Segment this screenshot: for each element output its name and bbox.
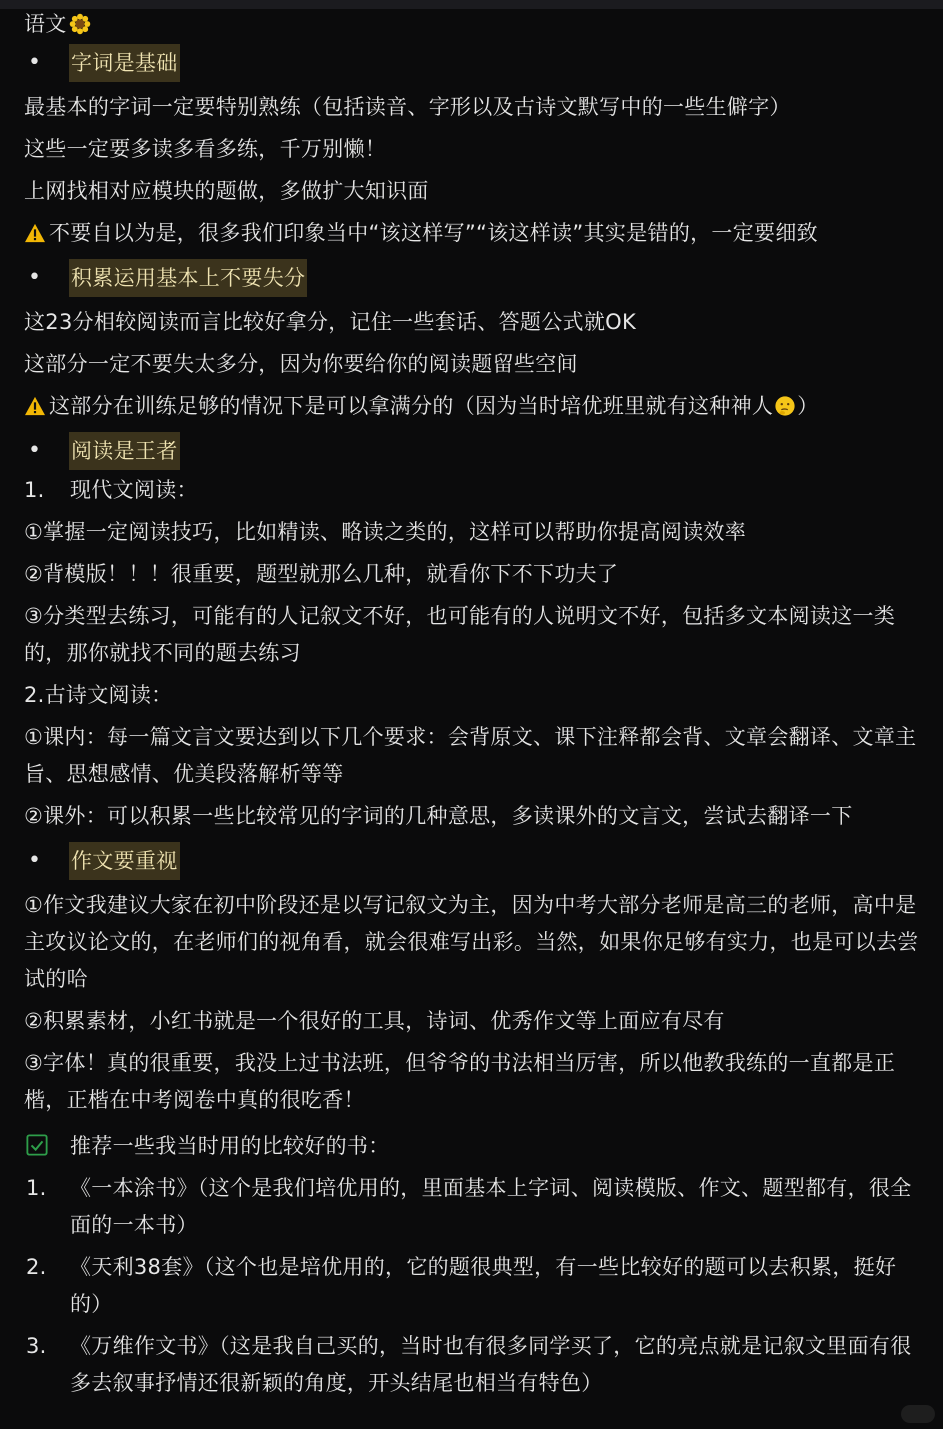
- section-heading-text: 积累运用基本上不要失分: [69, 259, 307, 297]
- sub-heading-classical-reading: 2.古诗文阅读：: [24, 683, 173, 707]
- paragraph: ②背模版！！！很重要，题型就那么几种，就看你下不下功夫了: [24, 562, 619, 586]
- paragraph: 这部分一定不要失太多分，因为你要给你的阅读题留些空间: [24, 352, 578, 376]
- page-title: [24, 6, 928, 42]
- bullet: •: [28, 438, 42, 463]
- warning-paragraph: [24, 215, 928, 252]
- section-heading-text: 字词是基础: [69, 44, 180, 82]
- paragraph: ②积累素材，小红书就是一个很好的工具，诗词、优秀作文等上面应有尽有: [24, 1009, 725, 1033]
- list-number: 2.: [26, 1255, 47, 1279]
- warning-icon: [24, 396, 46, 416]
- book-item: [24, 1328, 928, 1402]
- sub-heading-modern-reading: [24, 472, 928, 509]
- sunflower-icon: [69, 13, 91, 35]
- checkbox-icon: [26, 1134, 48, 1156]
- warning-paragraph: [24, 388, 928, 425]
- bullet: •: [28, 50, 42, 75]
- warning-text: 不要自以为是，很多我们印象当中“该这样写”“该这样读”其实是错的，一定要细致: [49, 221, 818, 245]
- section-heading-reading: [24, 430, 928, 472]
- warning-text: 这部分在训练足够的情况下是可以拿满分的（因为当时培优班里就有这种神人: [49, 394, 774, 418]
- warning-icon: [24, 223, 46, 243]
- book-item: [24, 1249, 928, 1323]
- list-number: 3.: [26, 1334, 47, 1358]
- book-text: 《万维作文书》（这是我自己买的，当时也有很多同学买了，它的亮点就是记叙文里面有很多去叙事抒情还很新颖的角度，开头结尾也相当有特色）: [70, 1334, 912, 1395]
- sub-heading-text: 现代文阅读：: [70, 478, 198, 502]
- paragraph: ①课内：每一篇文言文要达到以下几个要求：会背原文、课下注释都会背、文章会翻译、文章主旨、思想感情、优美段落解析等等: [24, 725, 917, 786]
- paragraph: 这些一定要多读多看多练，千万别懒！: [24, 137, 387, 161]
- paragraph: ③分类型去练习，可能有的人记叙文不好，也可能有的人说明文不好，包括多文本阅读这一类的，那你就找不同的题去练习: [24, 604, 896, 665]
- note-content: [24, 6, 928, 1402]
- section-heading-accumulation: [24, 257, 928, 299]
- book-item: [24, 1170, 928, 1244]
- warning-text-end: ）: [797, 394, 819, 418]
- paragraph: ①作文我建议大家在初中阶段还是以写记叙文为主，因为中考大部分老师是高三的老师，高中是主攻议论文的，在老师们的视角看，就会很难写出彩。当然，如果你足够有实力，也是可以去尝试的哈: [24, 893, 919, 991]
- watermark-badge: [901, 1405, 935, 1423]
- books-heading: [24, 1127, 928, 1165]
- bullet: •: [28, 848, 42, 873]
- paragraph: ③字体！真的很重要，我没上过书法班，但爷爷的书法相当厉害，所以他教我练的一直都是正楷，正楷在中考阅卷中真的很吃香！: [24, 1051, 896, 1112]
- paragraph: ②课外：可以积累一些比较常见的字词的几种意思，多读课外的文言文，尝试去翻译一下: [24, 804, 853, 828]
- section-heading-vocab: [24, 42, 928, 84]
- section-heading-composition: [24, 840, 928, 882]
- paragraph: 最基本的字词一定要特别熟练（包括读音、字形以及古诗文默写中的一些生僻字）: [24, 95, 791, 119]
- section-heading-text: 阅读是王者: [69, 432, 180, 470]
- thinking-face-icon: [774, 395, 796, 417]
- bullet: •: [28, 265, 42, 290]
- paragraph: ①掌握一定阅读技巧，比如精读、略读之类的，这样可以帮助你提高阅读效率: [24, 520, 747, 544]
- book-text: 《一本涂书》（这个是我们培优用的，里面基本上字词、阅读模版、作文、题型都有，很全面的一本书）: [70, 1176, 912, 1237]
- title-text: 语文: [24, 12, 67, 36]
- book-text: 《天利38套》（这个也是培优用的，它的题很典型，有一些比较好的题可以去积累，挺好的）: [70, 1255, 897, 1316]
- books-heading-text: 推荐一些我当时用的比较好的书：: [70, 1134, 390, 1158]
- list-number: 1.: [24, 478, 45, 502]
- paragraph: 上网找相对应模块的题做，多做扩大知识面: [24, 179, 429, 203]
- section-heading-text: 作文要重视: [69, 842, 180, 880]
- list-number: 1.: [26, 1176, 47, 1200]
- paragraph: 这23分相较阅读而言比较好拿分，记住一些套话、答题公式就OK: [24, 310, 637, 334]
